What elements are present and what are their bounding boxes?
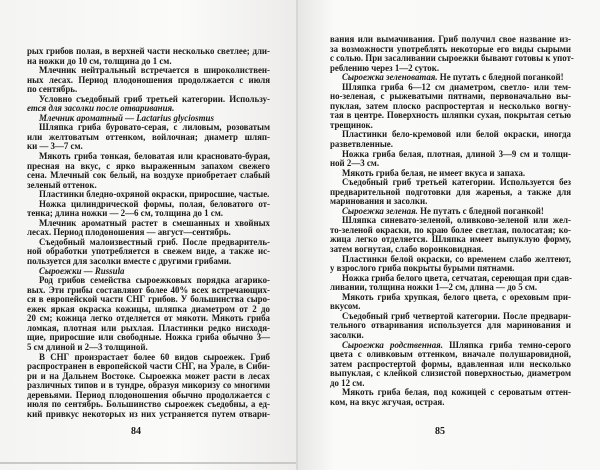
line-text: ливании, толщина ножки 1—2 см, длина — до 5 см. xyxy=(330,282,538,293)
line-text: ной 2—3 см. xyxy=(330,158,380,169)
line-text: Съедобный гриб четвертой категории. После предвари- xyxy=(342,310,571,321)
line-text: Не путать с бледной поганкой! xyxy=(437,72,564,83)
line-text: тая в центре. Поверхность шляпки сухая, покрытая сетью xyxy=(330,110,571,121)
line-text: ных лесах. Период плодоношения продолжается с июля xyxy=(27,74,270,85)
line-text: Род грибов семейства сыроежковых порядка агарико- xyxy=(39,275,270,286)
line-text: Ножка гриба белая, плотная, длиной 3—9 см и толщи- xyxy=(342,148,571,159)
text-line xyxy=(330,369,571,379)
line-text: ри и на Дальнем Востоке. Сыроежка может расти в лесах xyxy=(27,370,270,381)
line-text: Ножка гриба белого цвета, сетчатая, сереющая при сдав- xyxy=(342,272,572,283)
line-text: ки — 3—7 см. xyxy=(27,141,83,152)
line-text: Млечник ароматный растет в смешанных и хвойных xyxy=(39,217,270,228)
line-text: Шляпка гриба буровато-серая, с лиловым, розоватым xyxy=(39,122,270,133)
line-text: сена. Млечный сок белый, на воздухе приобретает слабый xyxy=(27,170,270,181)
line-text: реблению через 1—2 суток. xyxy=(330,62,440,73)
line-text: ломкая, плотная или рыхлая. Пластинки редко нисходя- xyxy=(27,322,270,333)
italic-term: ется для засолки после отваривания. xyxy=(27,103,175,114)
line-text: вания или вымачивания. Гриб получил свое название из- xyxy=(330,34,571,44)
line-text: июля по сентябрь. Большинство сыроежек съедобны, а ед- xyxy=(27,399,270,410)
line-text: Условно съедобный гриб третьей категории. Использу- xyxy=(39,93,270,104)
line-text: Ножка цилиндрической формы, полая, беловатого от- xyxy=(39,198,270,209)
line-text: Шляпка гриба темно-серого xyxy=(442,339,571,350)
text-line xyxy=(330,293,571,303)
right-page xyxy=(298,0,600,470)
line-text: засолки. xyxy=(330,329,364,340)
line-text: деревьями. Период плодоношения обычно продолжается с xyxy=(27,389,270,400)
line-text: до 12 см. xyxy=(330,377,365,388)
line-text: пуклая, затем плоско распростертая и несколько вогну- xyxy=(330,100,571,111)
line-text: предварительной подготовки для жаренья, а также для xyxy=(330,186,571,197)
page-number: 85 xyxy=(435,426,445,437)
line-text: то-зеленой окраски, по краю более светлая, полосатая; ко- xyxy=(330,224,571,235)
line-text: затем распростертой формы, вдавленная или несколько xyxy=(330,358,571,369)
line-text: затем вогнутая, слабо воронковидная. xyxy=(330,244,484,255)
line-text: ежек яркая окраска кожицы, шляпка диаметром от 2 до xyxy=(27,303,270,314)
line-text: пользуется для засолки вместе с другими грибами. xyxy=(27,256,232,267)
line-text: лесах. Период плодоношения — август—сентябрь. xyxy=(27,227,231,238)
line-text: вых. Эти грибы составляют более 40% всех встречающих- xyxy=(27,284,270,295)
line-text: маринования и засолки. xyxy=(330,196,428,207)
line-text: ком, на вкус жгучая, острая. xyxy=(330,396,445,407)
line-text: Пластинки белой окраски, со временем слабо желтеют, xyxy=(342,253,571,264)
italic-term: Млечник ароматный — Lactarius glyciosmus xyxy=(39,112,214,123)
line-text: Шляпка синевато-зеленой, оливково-зеленой или жел- xyxy=(342,215,571,226)
line-text: Мякоть гриба тонкая, беловатая или красновато-бурая, xyxy=(39,151,270,162)
italic-term: Сыроежка родственная. xyxy=(342,339,443,350)
page-text xyxy=(27,47,270,419)
line-text: разветвленные. xyxy=(330,139,393,150)
page-text xyxy=(330,34,574,407)
line-text: рых грибов полая, в верхней части несколько светлее; дли- xyxy=(27,46,270,56)
line-text: или желтоватым оттенком, войлочная; диаметр шляп- xyxy=(27,131,270,142)
line-text: ной обработки употребляется в свежем виде, а также ис- xyxy=(27,246,270,257)
line-text: 5 см длиной и 2—3 толщиной. xyxy=(27,341,148,352)
line-text: Млечник нейтральный встречается в широколиствен- xyxy=(39,65,270,76)
line-text: тельного отваривания используется для маринования и xyxy=(330,320,571,331)
line-text: различных типов и в тундре, образуя микоризу со многими xyxy=(27,380,270,391)
line-text: Мякоть гриба хрупкая, белого цвета, с ореховым при- xyxy=(342,291,571,302)
line-text: Не путать с бледной поганкой! xyxy=(417,205,544,216)
line-text: вкусом. xyxy=(330,301,361,312)
line-text: жица легко отделяется. Шляпка имеет выпуклую форму, xyxy=(330,234,571,245)
italic-term: Сыроежка зеленая. xyxy=(342,205,418,216)
line-text: Съедобный гриб третьей категории. Используется без xyxy=(342,177,571,188)
line-text: распространен в европейской части СНГ, на Урале, в Сиби- xyxy=(27,361,270,372)
line-text: тенка; длина ножки — 2—6 см, толщина до 1 см. xyxy=(27,208,223,219)
line-text: Мякоть гриба белая, не имеет вкуса и запаха. xyxy=(342,167,526,178)
line-text: трещинок. xyxy=(330,119,373,130)
line-text: на ножки до 10 см, толщина до 1 см. xyxy=(27,55,172,66)
line-text: 20 см; кожица легко отделяется от мякоти. Мякоть гриба xyxy=(27,313,270,324)
line-text: с солью. При засаливании сыроежки бывают готовы к упот- xyxy=(330,53,574,64)
line-text: у взрослого гриба покрыты бурыми пятнами. xyxy=(330,263,515,274)
line-text: Съедобный малоизвестный гриб. После предваритель- xyxy=(39,236,270,247)
text-line xyxy=(330,321,571,331)
line-text: Пластинки бледно-охряной окраски, приросшие, частые. xyxy=(39,189,270,200)
left-page xyxy=(0,0,298,470)
page-number: 84 xyxy=(131,426,141,437)
line-text: кий привкус некоторых из них устраняется путем отвари- xyxy=(27,408,270,419)
line-text: Пластинки бело-кремовой или белой окраски, иногда xyxy=(342,129,571,140)
line-text: Шляпка гриба 6—12 см диаметром, светло- или тем- xyxy=(342,81,571,92)
line-text: но-зеленая, с рыжеватыми пятнами, первоначально вы- xyxy=(330,91,571,102)
line-text: Мякоть гриба белая, под кожицей с сероватым оттен- xyxy=(342,387,571,398)
line-text: по сентябрь. xyxy=(27,84,78,95)
line-text: пресная на вкус, с ярко выраженным запахом свежего xyxy=(27,160,270,171)
page-edge xyxy=(0,462,300,464)
italic-term: Сыроежка зеленоватая. xyxy=(342,72,438,83)
line-text: выпуклая, с клейкой слизистой поверхностью, диаметром xyxy=(330,368,571,379)
line-text: зеленый оттенок. xyxy=(27,179,97,190)
line-text: В СНГ произрастает более 60 видов сыроежек. Гриб xyxy=(39,351,270,362)
line-text: цвета с оливковым оттенком, вначале полушаровидной, xyxy=(330,349,571,360)
line-text: щие, приросшие или свободные. Ножка гриба обычно 3— xyxy=(27,332,270,343)
line-text: ся в европейской части СНГ грибов. У большинства сыро- xyxy=(27,294,270,305)
italic-term: Сыроежки — Russula xyxy=(39,265,125,276)
line-text: за возможности употреблять некоторые его виды сырыми xyxy=(330,43,571,54)
text-line xyxy=(330,398,571,408)
text-line xyxy=(27,410,270,420)
